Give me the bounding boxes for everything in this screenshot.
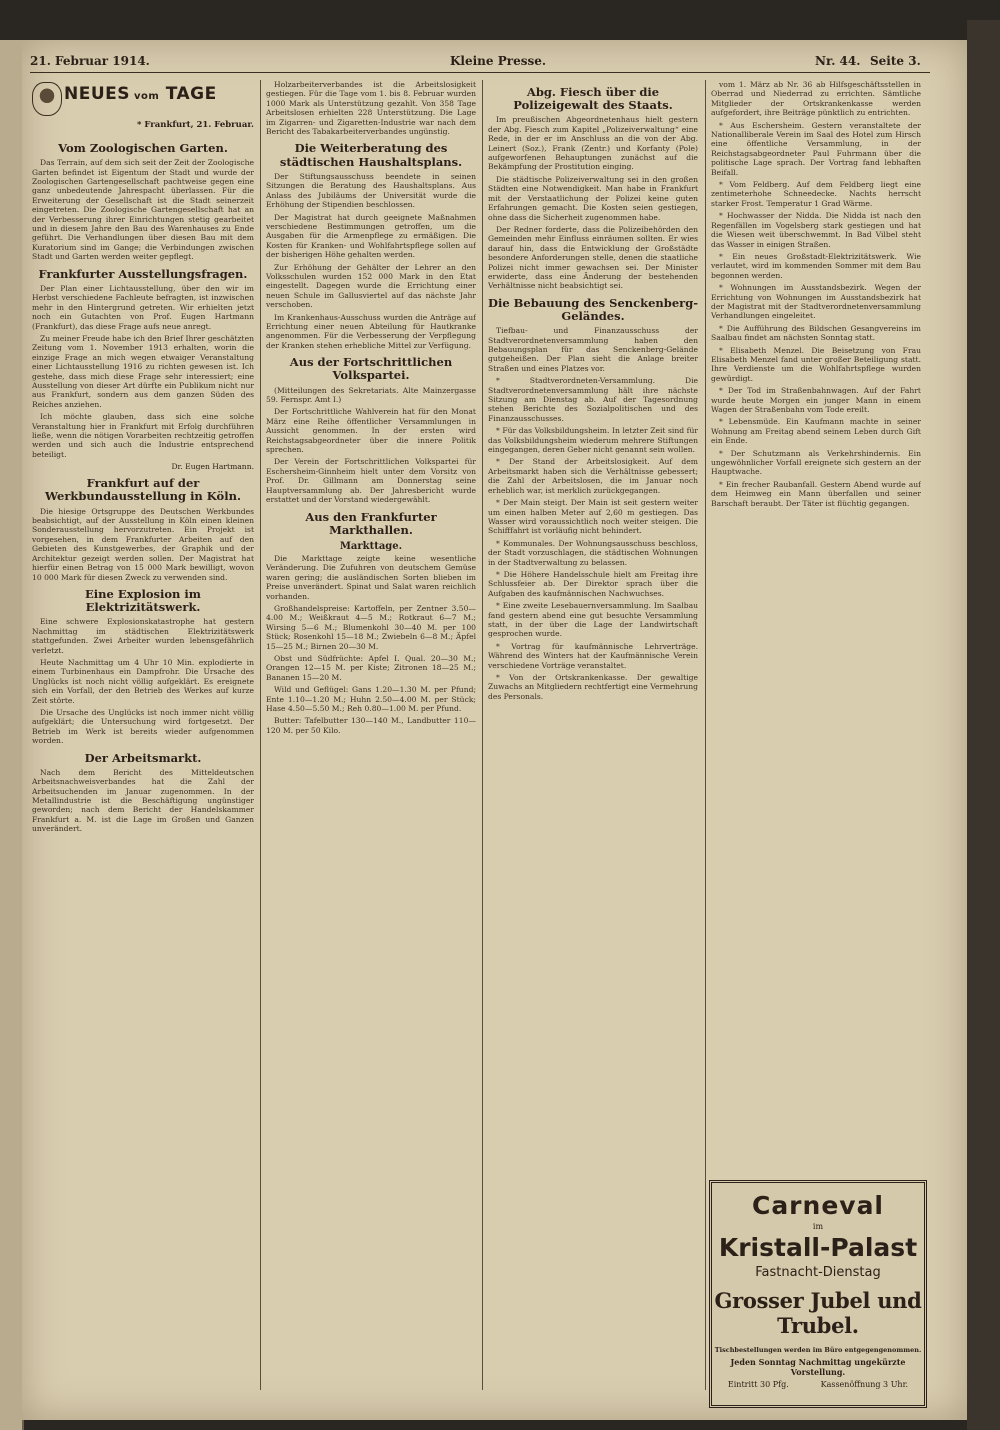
article-paragraph: Der Magistrat hat durch geeignete Maßnahmen verschiedene Bestimmungen getroffen, um die Ausgaben für die Armenpflege zu ermäßigen. Die Kosten für Kranken- und Wohlfahrtspflege sollen auf der bisherigen Höhe gehalten werden. (266, 212, 476, 260)
article-paragraph: * Eine zweite Lesebauernversammlung. Im Saalbau fand gestern abend eine gut besuchte Versammlung statt, in der über die Lage der Landwirtschaft gesprochen wurde. (488, 601, 698, 639)
dateline: * Frankfurt, 21. Februar. (137, 120, 254, 130)
column-2 (266, 80, 476, 1400)
page-header (30, 52, 930, 73)
article-headline: Die Weiterberatung des städtischen Haushaltsplans. (279, 141, 463, 169)
article-paragraph: Der Verein der Fortschrittlichen Volkspartei für Eschersheim-Ginnheim hielt unter dem Vorsitz von Prof. Dr. Gillmann am Donnerstag seine Hauptversammlung ab. Der Jahresbericht wurde erstattet und der Vorstand wiedergewählt. (266, 457, 476, 505)
article-paragraph: Heute Nachmittag um 4 Uhr 10 Min. explodierte in einem Turbinenhaus ein Dampfrohr. Die Ursache des Unglücks ist noch nicht völlig aufgeklärt. Es ereignete sich ein Vorfall, der den Betrieb des Werkes auf kurze Zeit störte. (32, 657, 254, 705)
article-paragraph: Das Terrain, auf dem sich seit der Zeit der Zoologische Garten befindet ist Eigentum der Stadt und wurde der Zoologischen Gartengesellschaft pachtweise gegen eine ganz unbedeutende Jahrespacht überlassen. Für die Erweiterung der Gesellschaft ist die Stadt seinerzeit eingetreten. Die Zoologische Gartengesellschaft hat an der Verbesserung ihrer Einrichtungen stetig gearbeitet und in diesem Jahre den Bau des Warenhauses zu Ende geführt. Die Verhandlungen über diesen Bau mit dem Kuratorium sind im Gange; die Verbindungen zwischen Stadt und Garten werden weiter gepflegt. (32, 158, 254, 262)
article-headline: Abg. Fiesch über die Polizeigewalt des Staats. (513, 85, 673, 113)
article-paragraph: * Von der Ortskrankenkasse. Der gewaltige Zuwachs an Mitgliedern rechtfertigt eine Vermehrung des Personals. (488, 673, 698, 701)
article-paragraph: Obst und Südfrüchte: Apfel I. Qual. 20—30 M.; Orangen 12—15 M. per Kiste; Zitronen 18—25 M.; Bananen 15—20 M. (266, 654, 476, 682)
article-paragraph: * Der Schutzmann als Verkehrshindernis. Ein ungewöhnlicher Vorfall ereignete sich gestern an der Hauptwache. (711, 448, 921, 477)
article-paragraph: vom 1. März ab Nr. 36 ab Hilfsgeschäftsstellen in Oberrad und Niederrad zu errichten. Sämtliche Mitglieder der Ortskrankenkasse werden aufgefordert, ihre Beiträge pünktlich zu entrichten. (711, 80, 921, 118)
article-paragraph: * Die Aufführung des Bildschen Gesangvereins im Saalbau findet am nächsten Sonntag statt. (711, 323, 921, 343)
article-paragraph: Ich möchte glauben, dass sich eine solche Veranstaltung hier in Frankfurt mit Erfolg durchführen ließe, wenn die nötigen Vorarbeiten rechtzeitig getroffen werden und sich auch die Industrie entsprechend beteiligt. (32, 412, 254, 459)
article-paragraph: Die Markttage zeigte keine wesentliche Veränderung. Die Zufuhren von deutschem Gemüse waren gering; die ausländischen Sorten blieben im Preise unverändert. Spinat und Salat waren reichlich vorhanden. (266, 553, 476, 601)
article-paragraph: Der Plan einer Lichtausstellung, über den wir im Herbst verschiedene Fachleute befragten, ist inzwischen mehr in den Hintergrund getreten. Wir erhielten jetzt noch ein Gutachten von Prof. Eugen Hartmann (Frankfurt), das diese Frage aufs neue anregt. (32, 283, 254, 331)
article-paragraph: Der Fortschrittliche Wahlverein hat für den Monat März eine Reihe öffentlicher Versammlungen in Aussicht genommen. In der ersten wird Reichstagsabgeordneter über die innere Politik sprechen. (266, 407, 476, 455)
article-paragraph: Zu meiner Freude habe ich den Brief Ihrer geschätzten Zeitung vom 1. November 1913 erhalten, worin die einzige Frage an mich wegen etwaiger Veranstaltung einer Lichtausstellung 1916 zu richten gewesen ist. Ich gestehe, dass mich diese Frage sehr interessiert; eine Ausstellung von dieser Art dürfte ein Publikum nicht nur aus Frankfurt, sondern aus dem ganzen Süden des Reiches anziehen. (32, 333, 254, 409)
article-paragraph: * Stadtverordneten-Versammlung. Die Stadtverordnetenversammlung hält ihre nächste Sitzung am Dienstag ab. Auf der Tagesordnung stehen Berichte des Sozialpolitischen und des Finanzausschusses. (488, 376, 698, 423)
article-headline: Eine Explosion im Elektrizitätswerk. (85, 586, 201, 615)
article-paragraph: * Vortrag für kaufmännische Lehrverträge. Während des Winters hat der Kaufmännische Verein verschiedene Vorträge veranstaltet. (488, 641, 698, 670)
article-paragraph: * Für das Volksbildungsheim. In letzter Zeit sind für das Volksbildungsheim wiederum mehrere Stiftungen eingegangen, deren Geber nicht genannt sein wollen. (488, 426, 698, 455)
header-paper: Kleine Presse. (450, 54, 547, 68)
article-paragraph: * Hochwasser der Nidda. Die Nidda ist nach den Regenfällen im Vogelsberg stark gestiegen und hat die Wiesen weit überschwemmt. In Bad Vilbel steht das Wasser in einigen Straßen. (711, 211, 921, 249)
section-logo (32, 80, 254, 136)
article-headline: Der Arbeitsmarkt. (84, 750, 202, 765)
article-paragraph: Die hiesige Ortsgruppe des Deutschen Werkbundes beabsichtigt, auf der Ausstellung in Köln einen kleinen Sonderausstellung hervorzutreten. Ein Projekt ist vorgesehen, in dem Frankfurter Arbeiten auf den Gebieten des Kunstgewerbes, der Graphik und der Architektur gezeigt werden sollen. Der Magistrat hat hierfür einen Betrag von 15 000 Mark bewilligt, wovon 10 000 Mark für diesen Zweck zu verwenden sind. (32, 506, 254, 582)
article-paragraph: Holzarbeiterverbandes ist die Arbeitslosigkeit gestiegen. Für die Tage vom 1. bis 8. Februar wurden 1000 Mark als Unterstützung gezahlt. Von 358 Tage Arbeitslosen erhielten 228 Unterstützung. Die Lage im Zigarren- und Zigaretten-Industrie war nach dem Bericht des Tabakarbeiterverbandes ungünstig. (266, 80, 476, 137)
article-headline: Aus der Fortschrittlichen Volkspartei. (289, 355, 453, 383)
article-paragraph: Butter: Tafelbutter 130—140 M., Landbutter 110—120 M. per 50 Kilo. (266, 716, 476, 735)
article-paragraph: * Wohnungen im Ausstandsbezirk. Wegen der Errichtung von Wohnungen im Ausstandsbezirk hat der Magistrat mit der Stadtverordnetenversammlung Verhandlungen eingeleitet. (711, 283, 921, 321)
header-number: Nr. 44. (815, 54, 861, 68)
article-list (32, 142, 254, 834)
header-date: 21. Februar 1914. (30, 54, 150, 68)
article-paragraph: * Kommunales. Der Wohnungsausschuss beschloss, der Stadt vorzuschlagen, die städtischen Wohnungen in der Stadtverwaltung zu belassen. (488, 538, 698, 567)
article-paragraph: Der Stiftungsausschuss beendete in seinen Sitzungen die Beratung des Haushaltsplans. Aus Anlass des Jubiläums der Universität wurde die Erhöhung der Stipendien beschlossen. (266, 171, 476, 210)
article-paragraph: * Der Tod im Straßenbahnwagen. Auf der Fahrt wurde heute Morgen ein junger Mann in einem Wagen der Straßenbahn vom Tode ereilt. (711, 386, 921, 414)
ad-im: im (812, 1222, 824, 1231)
adjacent-page-edge (0, 40, 24, 1430)
article-paragraph: * Vom Feldberg. Auf dem Feldberg liegt eine zentimeterhohe Schneedecke. Nachts herrscht starker Frost. Temperatur 1 Grad Wärme. (711, 180, 921, 208)
article-paragraph: * Ein neues Großstadt-Elektrizitätswerk. Wie verlautet, wird im kommenden Sommer mit dem Bau begonnen werden. (711, 251, 921, 280)
ad-footer (712, 1380, 924, 1389)
ad-reservations: Tischbestellungen werden im Büro entgegengenommen. (714, 1346, 922, 1354)
article-paragraph: Eine schwere Explosionskatastrophe hat gestern Nachmittag im städtischen Elektrizitätswerk stattgefunden. Zwei Arbeiter wurden lebensgefährlich verletzt. (32, 617, 254, 655)
carneval-advertisement (709, 1180, 927, 1408)
ad-slogan: Grosser Jubel und Trubel. (714, 1288, 922, 1338)
article-paragraph: Zur Erhöhung der Gehälter der Lehrer an den Volksschulen wurden 152 000 Mark in den Etat eingestellt. Dagegen wurde die Errichtung einer neuen Schule im Gallusviertel auf das nächste Jahr verschoben. (266, 262, 476, 310)
article-signature: Dr. Eugen Hartmann. (171, 462, 254, 472)
column-1 (32, 80, 254, 1400)
header-page: Seite 3. (870, 54, 921, 68)
ad-date: Fastnacht-Dienstag (755, 1265, 881, 1280)
article-list (711, 80, 921, 508)
article-paragraph: * Die Höhere Handelsschule hielt am Freitag ihre Schlussfeier ab. Der Direktor sprach über die Aufgaben des kaufmännischen Nachwuchses. (488, 569, 698, 598)
column-rule (482, 80, 483, 1390)
article-headline: Die Bebauung des Senckenberg-Geländes. (488, 295, 698, 323)
article-paragraph: (Mitteilungen des Sekretariats. Alte Mainzergasse 59. Fernspr. Amt I.) (266, 385, 476, 405)
article-headline: Frankfurter Ausstellungsfragen. (38, 266, 248, 281)
article-paragraph: * Der Stand der Arbeitslosigkeit. Auf dem Arbeitsmarkt haben sich die Verhältnisse gebessert; die Zahl der Arbeitslosen, die im Januar noch erheblich war, ist merklich zurückgegangen. (488, 457, 698, 495)
ad-venue: Kristall-Palast (718, 1233, 918, 1262)
article-paragraph: Im preußischen Abgeordnetenhaus hielt gestern der Abg. Fiesch zum Kapitel „Polizeiverwaltung“ eine Rede, in der er im Anschluss an die von der Abg. Leinert (Soz.), Frank (Zentr.) und Korfanty (Pole) aufgeworfenen Behauptungen zunächst auf die Bekämpfung der Prostitution einging. (488, 115, 698, 172)
article-paragraph: Die städtische Polizeiverwaltung sei in den großen Städten eine Notwendigkeit. Man habe in Frankfurt mit der Verstaatlichung der Polizei keine guten Erfahrungen gemacht. Die Kosten seien gestiegen, ohne dass die Sicherheit zugenommen habe. (488, 174, 698, 222)
ad-headline: Carneval (751, 1191, 885, 1220)
article-paragraph: Im Krankenhaus-Ausschuss wurden die Anträge auf Errichtung einer neuen Abteilung für Hautkranke angenommen. Für die Verbesserung der Verpflegung der Kranken stehen erhebliche Mittel zur Verfügung. (266, 312, 476, 350)
article-paragraph: Der Redner forderte, dass die Polizeibehörden den Gemeinden mehr Einfluss einräumen sollten. Er wies darauf hin, dass die Entwicklung der Großstädte besondere Anforderungen stelle, denen die staatliche Polizei nicht immer gewachsen sei. Der Minister erwiderte, dass eine Änderung der bestehenden Verhältnisse nicht beabsichtigt sei. (488, 224, 698, 291)
column-rule (260, 80, 261, 1390)
article-paragraph: Tiefbau- und Finanzausschuss der Stadtverordnetenversammlung haben den Bebauungsplan für das Senckenberg-Gelände gutgeheißen. Der Plan sieht die Anlage breiter Straßen und eines Platzes vor. (488, 326, 698, 373)
article-paragraph: * Elisabeth Menzel. Die Beisetzung von Frau Elisabeth Menzel fand unter großer Beteiligung statt. Ihre Verdienste um die Wohlfahrtspflege wurden gewürdigt. (711, 345, 921, 383)
ad-admission: Eintritt 30 Pfg. (727, 1380, 789, 1389)
article-paragraph: * Lebensmüde. Ein Kaufmann machte in seiner Wohnung am Freitag abend seinem Leben durch Gift ein Ende. (711, 417, 921, 446)
article-paragraph: * Der Main steigt. Der Main ist seit gestern weiter um einen halben Meter auf 2,60 m gestiegen. Das Wasser wird voraussichtlich noch weiter steigen. Die Schifffahrt ist vorläufig nicht behindert. (488, 498, 698, 536)
column-4 (711, 80, 921, 1175)
article-paragraph: Die Ursache des Unglücks ist noch immer nicht völlig aufgeklärt; die Untersuchung wird fortgesetzt. Der Betrieb im Werk ist bereits wieder aufgenommen worden. (32, 708, 254, 746)
column-3 (488, 80, 698, 1400)
article-paragraph: Wild und Geflügel: Gans 1.20—1.30 M. per Pfund; Ente 1.10—1.20 M.; Huhn 2.50—4.00 M. per Stück; Hase 4.50—5.50 M.; Reh 0.80—1.00 M. per Pfund. (266, 685, 476, 714)
ad-sunday: Jeden Sonntag Nachmittag ungekürzte Vorstellung. (730, 1357, 906, 1377)
article-headline: Vom Zoologischen Garten. (58, 141, 228, 155)
eagle-icon (32, 82, 62, 116)
article-headline: Aus den Frankfurter Markthallen. (305, 509, 437, 537)
column-rule (705, 80, 706, 1390)
binding-edge (967, 20, 1000, 1430)
article-list (488, 86, 698, 701)
ad-opening: Kassenöffnung 3 Uhr. (820, 1380, 909, 1389)
logo-text: NEUES vom TAGE (64, 84, 217, 104)
article-list (266, 80, 476, 735)
article-paragraph: Großhandelspreise: Kartoffeln, per Zentner 3.50—4.00 M.; Weißkraut 4—5 M.; Rotkraut 6—7 M.; Wirsing 5—6 M.; Blumenkohl 30—40 M. per 100 Stück; Rosenkohl 15—18 M.; Zwiebeln 6—8 M.; Äpfel 15—25 M.; Birnen 20—30 M. (266, 603, 476, 651)
article-headline: Frankfurt auf der Werkbundausstellung in Köln. (45, 476, 241, 504)
article-paragraph: * Aus Eschersheim. Gestern veranstaltete der Nationalliberale Verein im Saal des Hotel zum Hirsch eine öffentliche Versammlung, in der Reichstagsabgeordneter Paul Fuhrmann über die politische Lage sprach. Der Vortrag fand lebhaften Beifall. (711, 120, 921, 177)
article-paragraph: Nach dem Bericht des Mitteldeutschen Arbeitsnachweisverbandes hat die Zahl der Arbeitsuchenden im Januar zugenommen. In der Metallindustrie ist die Beschäftigung ungünstiger geworden; nach dem Bericht der Handelskammer Frankfurt a. M. ist die Lage im Großen und Ganzen unverändert. (32, 767, 254, 834)
article-subheadline: Markttage. (339, 540, 403, 552)
article-paragraph: * Ein frecher Raubanfall. Gestern Abend wurde auf dem Heimweg ein Mann überfallen und seiner Barschaft beraubt. Der Täter ist flüchtig gegangen. (711, 479, 921, 508)
